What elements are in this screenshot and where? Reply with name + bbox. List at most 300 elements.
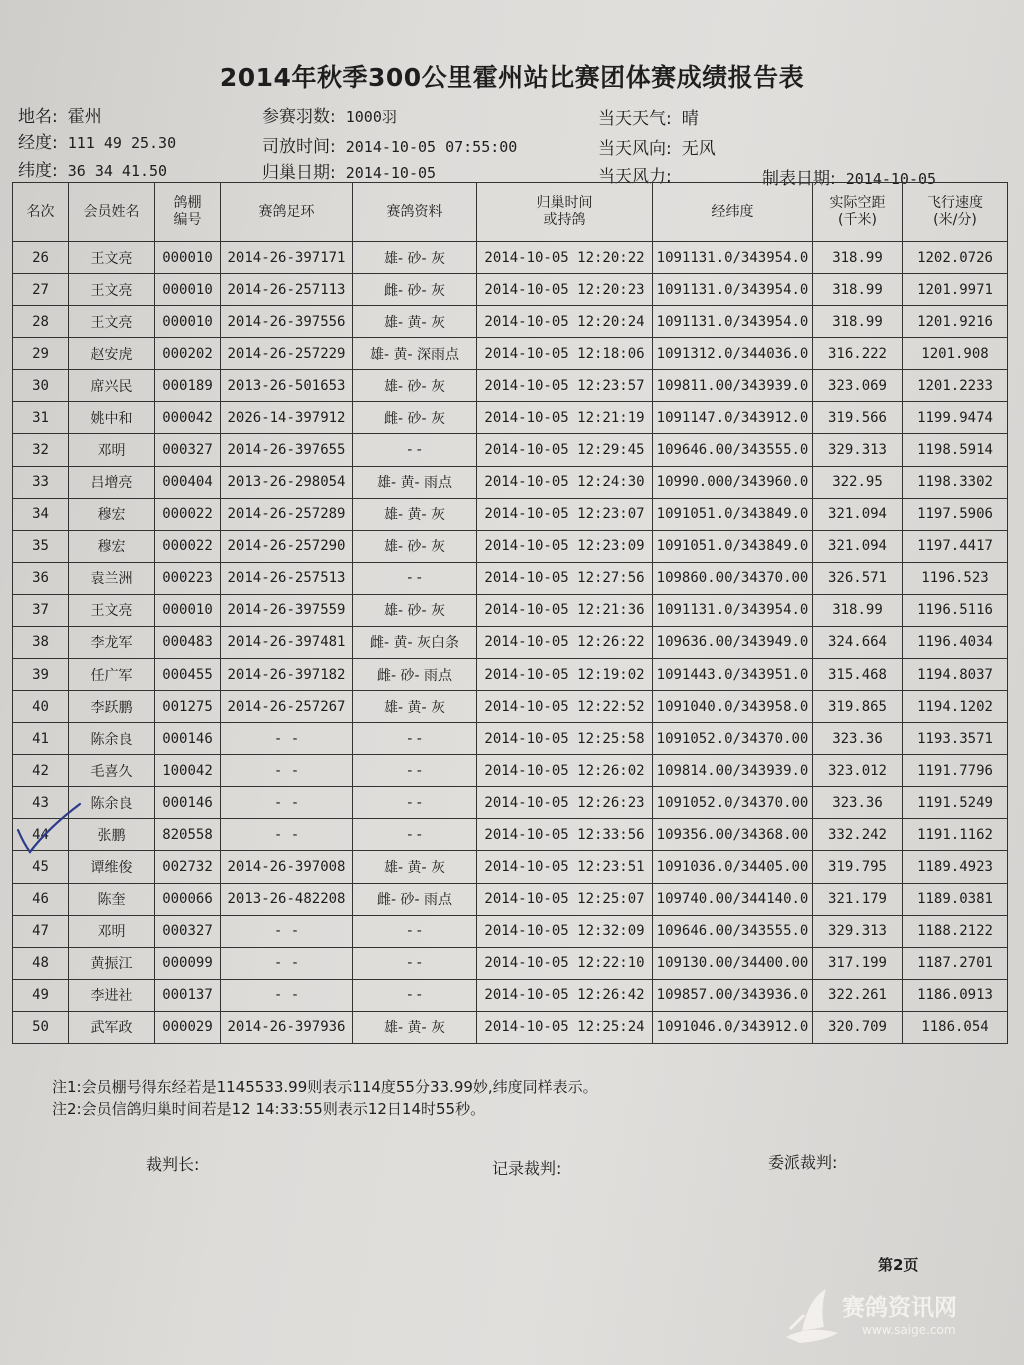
table-row [13,370,1008,402]
table-cell: 2014-10-05 12:25:58 [477,723,653,755]
table-cell: 1189.4923 [903,851,1008,883]
table-cell: 黄振江 [69,947,155,979]
table-cell: 41 [13,723,69,755]
table-cell: 雌- 砂- 雨点 [353,659,477,691]
meta-release-label: 司放时间: [262,137,336,157]
table-cell: 张鹏 [69,819,155,851]
table-cell: 2014-10-05 12:22:10 [477,947,653,979]
table-cell: 雄- 黄- 灰 [353,691,477,723]
table-cell: 323.36 [813,787,903,819]
table-cell: 27 [13,274,69,306]
table-cell: 2014-10-05 12:18:06 [477,338,653,370]
table-cell: 陈余良 [69,787,155,819]
column-header: 鸽棚 编号 [155,183,221,242]
table-cell: 席兴民 [69,370,155,402]
table-cell: 雄- 砂- 灰 [353,530,477,562]
table-cell: 王文亮 [69,242,155,274]
table-cell: 321.094 [813,498,903,530]
table-cell: - - [353,787,477,819]
table-cell: 40 [13,691,69,723]
table-cell: 2014-26-397559 [221,594,353,626]
table-cell: 1091443.0/343951.0 [653,659,813,691]
table-cell: 100042 [155,755,221,787]
table-cell: 319.865 [813,691,903,723]
document-title: 2014年秋季300公里霍州站比赛团体赛成绩报告表 [219,63,805,92]
meta-latitude-value: 36 34 41.50 [67,162,168,180]
meta-location-value: 霍州 [67,107,102,127]
table-cell: 1191.7796 [903,755,1008,787]
table-cell: 317.199 [813,947,903,979]
table-cell: 1201.9971 [903,274,1008,306]
table-row [13,915,1008,947]
table-cell: 000010 [155,242,221,274]
table-cell: 1091040.0/343958.0 [653,691,813,723]
table-cell: - - [221,915,353,947]
table-cell: - - [221,787,353,819]
table-cell: 1191.5249 [903,787,1008,819]
table-cell: 雌- 砂- 灰 [353,274,477,306]
table-cell: 1091131.0/343954.0 [653,594,813,626]
table-cell: 000146 [155,723,221,755]
table-cell: 毛喜久 [69,755,155,787]
table-cell: - - [353,434,477,466]
table-cell: 33 [13,466,69,498]
meta-return [262,158,436,183]
note-2: 注2:会员信鸽归巢时间若是12 14:33:55则表示12日14时55秒。 [52,1100,486,1118]
table-row [13,819,1008,851]
table-row [13,691,1008,723]
table-cell: 324.664 [813,626,903,658]
table-row [13,851,1008,883]
table-cell: 316.222 [813,338,903,370]
table-cell: 26 [13,242,69,274]
table-cell: 000189 [155,370,221,402]
table-cell: 47 [13,915,69,947]
table-cell: 332.242 [813,819,903,851]
table-cell: 2014-10-05 12:22:52 [477,691,653,723]
table-cell: 48 [13,947,69,979]
table-row [13,466,1008,498]
table-row [13,306,1008,338]
table-cell: - - [353,755,477,787]
table-cell: 109811.00/343939.0 [653,370,813,402]
results-table [12,182,1008,1044]
note-1: 注1:会员棚号得东经若是1145533.99则表示114度55分33.99妙,纬度同样表示。 [52,1078,598,1096]
meta-report-date-value: 2014-10-05 [845,170,937,188]
table-cell: 1194.1202 [903,691,1008,723]
table-cell: - - [353,915,477,947]
table-cell: 322.95 [813,466,903,498]
table-row [13,1011,1008,1043]
meta-latitude-label: 纬度: [18,161,58,181]
table-cell: 雄- 砂- 灰 [353,594,477,626]
table-cell: 38 [13,626,69,658]
table-cell: 1091147.0/343912.0 [653,402,813,434]
table-cell: 2014-26-257113 [221,274,353,306]
table-cell: 2014-10-05 12:21:36 [477,594,653,626]
table-cell: - - [353,562,477,594]
table-cell: 2014-26-257513 [221,562,353,594]
table-cell: 000455 [155,659,221,691]
table-cell: 2014-10-05 12:23:07 [477,498,653,530]
table-row [13,594,1008,626]
table-cell: 319.795 [813,851,903,883]
table-cell: 2014-26-397182 [221,659,353,691]
table-row [13,402,1008,434]
table-cell: 109130.00/34400.00 [653,947,813,979]
watermark-url: www.saige.com [862,1323,956,1337]
table-cell: 1198.5914 [903,434,1008,466]
meta-wind-direction-label: 当天风向: [598,139,672,159]
table-cell: 2014-26-397481 [221,626,353,658]
table-cell: 329.313 [813,434,903,466]
table-cell: 320.709 [813,1011,903,1043]
table-cell: 1191.1162 [903,819,1008,851]
table-cell: 32 [13,434,69,466]
meta-return-label: 归巢日期: [262,163,336,183]
table-row [13,626,1008,658]
column-header: 赛鸽资料 [353,183,477,242]
table-cell: 318.99 [813,594,903,626]
table-cell: 2014-26-397556 [221,306,353,338]
table-cell: 000022 [155,498,221,530]
table-row [13,338,1008,370]
table-cell: 109740.00/344140.0 [653,883,813,915]
column-header: 归巢时间 或持鸽 [477,183,653,242]
pigeon-logo-icon [780,1285,844,1355]
table-cell: 邓明 [69,915,155,947]
table-cell: 2014-26-397008 [221,851,353,883]
table-row [13,242,1008,274]
table-cell: 318.99 [813,306,903,338]
meta-birds [262,102,397,127]
table-cell: 323.069 [813,370,903,402]
meta-weather [598,104,699,129]
table-cell: 002732 [155,851,221,883]
table-cell: 109636.00/343949.0 [653,626,813,658]
page-number: 第2页 [878,1256,919,1274]
table-cell: 2013-26-298054 [221,466,353,498]
table-cell: 36 [13,562,69,594]
table-cell: 雄- 黄- 雨点 [353,466,477,498]
table-cell: 2014-10-05 12:32:09 [477,915,653,947]
table-cell: 2014-10-05 12:27:56 [477,562,653,594]
meta-release-value: 2014-10-05 07:55:00 [345,138,518,156]
table-cell: 323.36 [813,723,903,755]
table-cell: 2014-10-05 12:20:22 [477,242,653,274]
table-cell: 1198.3302 [903,466,1008,498]
table-cell: 2014-10-05 12:19:02 [477,659,653,691]
table-cell: 37 [13,594,69,626]
table-cell: 雌- 黄- 灰白条 [353,626,477,658]
table-cell: 326.571 [813,562,903,594]
meta-return-value: 2014-10-05 [345,164,437,182]
table-cell: 雄- 黄- 灰 [353,851,477,883]
table-row [13,274,1008,306]
meta-longitude-label: 经度: [18,133,58,153]
table-cell: 李进社 [69,979,155,1011]
table-cell: 1196.4034 [903,626,1008,658]
table-cell: 000137 [155,979,221,1011]
table-cell: 1186.054 [903,1011,1008,1043]
table-row [13,659,1008,691]
column-header: 会员姓名 [69,183,155,242]
table-cell: 29 [13,338,69,370]
table-cell: 2014-10-05 12:26:22 [477,626,653,658]
check-mark-icon [14,800,86,860]
table-cell: - - [221,979,353,1011]
meta-location-label: 地名: [18,107,58,127]
table-row [13,498,1008,530]
table-cell: 000202 [155,338,221,370]
table-cell: 1188.2122 [903,915,1008,947]
meta-birds-label: 参赛羽数: [262,107,336,127]
table-cell: 000010 [155,306,221,338]
table-cell: 1187.2701 [903,947,1008,979]
meta-birds-value: 1000羽 [345,108,397,126]
table-cell: 323.012 [813,755,903,787]
table-cell: 109857.00/343936.0 [653,979,813,1011]
table-cell: 1197.4417 [903,530,1008,562]
table-cell: 1201.908 [903,338,1008,370]
table-cell: 45 [13,851,69,883]
table-cell: 10990.000/343960.0 [653,466,813,498]
table-cell: 000099 [155,947,221,979]
table-cell: 39 [13,659,69,691]
table-cell: 1202.0726 [903,242,1008,274]
table-cell: 000327 [155,434,221,466]
table-cell: - - [221,819,353,851]
table-cell: 000022 [155,530,221,562]
table-cell: 赵安虎 [69,338,155,370]
table-cell: - - [353,819,477,851]
watermark-text: 赛鸽资讯网 [842,1295,957,1321]
table-cell: 2014-10-05 12:26:23 [477,787,653,819]
column-header: 赛鸽足环 [221,183,353,242]
table-cell: - - [353,723,477,755]
meta-latitude [18,156,167,181]
table-cell: 2014-10-05 12:26:42 [477,979,653,1011]
table-cell: 1201.9216 [903,306,1008,338]
table-cell: 2026-14-397912 [221,402,353,434]
table-cell: 1091051.0/343849.0 [653,498,813,530]
table-cell: 49 [13,979,69,1011]
table-cell: - - [353,979,477,1011]
table-cell: 1091051.0/343849.0 [653,530,813,562]
table-cell: 46 [13,883,69,915]
table-row [13,755,1008,787]
table-cell: 李跃鹏 [69,691,155,723]
table-row [13,530,1008,562]
table-cell: - - [221,947,353,979]
table-cell: 穆宏 [69,530,155,562]
table-cell: 王文亮 [69,594,155,626]
table-cell: 2014-10-05 12:25:24 [477,1011,653,1043]
meta-location [18,102,102,127]
table-row [13,787,1008,819]
table-cell: 2014-10-05 12:24:30 [477,466,653,498]
table-cell: 2014-10-05 12:33:56 [477,819,653,851]
table-cell: 318.99 [813,242,903,274]
table-cell: 2014-10-05 12:20:23 [477,274,653,306]
table-cell: 820558 [155,819,221,851]
table-cell: 43 [13,787,69,819]
table-cell: 陈奎 [69,883,155,915]
table-cell: 雄- 黄- 深雨点 [353,338,477,370]
table-cell: 1201.2233 [903,370,1008,402]
table-cell: 李龙军 [69,626,155,658]
table-cell: 000327 [155,915,221,947]
table-cell: 000010 [155,594,221,626]
table-cell: 吕增亮 [69,466,155,498]
table-cell: 2014-10-05 12:29:45 [477,434,653,466]
table-cell: 1193.3571 [903,723,1008,755]
table-row [13,434,1008,466]
table-cell: 109646.00/343555.0 [653,434,813,466]
table-cell: 雌- 砂- 雨点 [353,883,477,915]
column-header: 经纬度 [653,183,813,242]
table-cell: 2014-10-05 12:23:51 [477,851,653,883]
meta-longitude-value: 111 49 25.30 [67,134,177,152]
table-cell: 1189.0381 [903,883,1008,915]
table-cell: 2014-10-05 12:23:57 [477,370,653,402]
table-cell: 邓明 [69,434,155,466]
table-cell: 50 [13,1011,69,1043]
table-cell: 2014-26-257289 [221,498,353,530]
table-cell: 1091131.0/343954.0 [653,306,813,338]
table-cell: 1196.5116 [903,594,1008,626]
table-row [13,723,1008,755]
table-cell: 雄- 黄- 灰 [353,498,477,530]
record-judge-label: 记录裁判: [492,1159,562,1178]
table-cell: 陈余良 [69,723,155,755]
table-cell: 2014-10-05 12:21:19 [477,402,653,434]
table-header-row [13,183,1008,242]
table-cell: 2014-10-05 12:25:07 [477,883,653,915]
table-cell: 000146 [155,787,221,819]
table-cell: - - [221,723,353,755]
table-cell: 2013-26-501653 [221,370,353,402]
table-cell: 000404 [155,466,221,498]
table-cell: 2014-26-397936 [221,1011,353,1043]
table-body [13,242,1008,1044]
table-cell: 321.179 [813,883,903,915]
table-cell: 30 [13,370,69,402]
table-cell: 1091046.0/343912.0 [653,1011,813,1043]
table-cell: 1091052.0/34370.00 [653,787,813,819]
table-cell: 王文亮 [69,274,155,306]
table-cell: 322.261 [813,979,903,1011]
table-cell: 000029 [155,1011,221,1043]
table-cell: 武军政 [69,1011,155,1043]
table-cell: 谭维俊 [69,851,155,883]
table-cell: 321.094 [813,530,903,562]
table-cell: 任广军 [69,659,155,691]
column-header: 飞行速度 (米/分) [903,183,1008,242]
table-cell: 2014-10-05 12:26:02 [477,755,653,787]
table-cell: 2014-26-257229 [221,338,353,370]
table-cell: 1199.9474 [903,402,1008,434]
table-cell: 1196.523 [903,562,1008,594]
meta-longitude [18,128,176,153]
table-cell: 315.468 [813,659,903,691]
table-cell: 35 [13,530,69,562]
table-cell: 雌- 砂- 灰 [353,402,477,434]
table-row [13,562,1008,594]
chief-judge-label: 裁判长: [146,1155,200,1174]
column-header: 名次 [13,183,69,242]
table-cell: 袁兰洲 [69,562,155,594]
column-header: 实际空距 (千米) [813,183,903,242]
table-cell: 44 [13,819,69,851]
table-cell: 雄- 砂- 灰 [353,370,477,402]
table-cell: 雄- 黄- 灰 [353,306,477,338]
meta-wind-direction-value: 无风 [681,139,716,159]
table-cell: 雄- 砂- 灰 [353,242,477,274]
table-cell: 王文亮 [69,306,155,338]
table-cell: 109814.00/343939.0 [653,755,813,787]
table-cell: 109646.00/343555.0 [653,915,813,947]
table-cell: 109860.00/34370.00 [653,562,813,594]
table-cell: 姚中和 [69,402,155,434]
table-cell: 2014-26-257267 [221,691,353,723]
table-cell: 001275 [155,691,221,723]
table-cell: 000010 [155,274,221,306]
table-cell: 000042 [155,402,221,434]
meta-wind-force-label: 当天风力: [598,167,672,187]
table-cell: 1091131.0/343954.0 [653,274,813,306]
table-cell: - - [221,755,353,787]
meta-report-date-label: 制表日期: [762,169,836,189]
table-cell: - - [353,947,477,979]
table-cell: 2014-10-05 12:20:24 [477,306,653,338]
table-cell: 319.566 [813,402,903,434]
table-row [13,979,1008,1011]
appointed-judge-label: 委派裁判: [768,1153,838,1172]
table-cell: 2014-26-397171 [221,242,353,274]
table-cell: 1091131.0/343954.0 [653,242,813,274]
table-cell: 000223 [155,562,221,594]
table-cell: 2013-26-482208 [221,883,353,915]
table-cell: 1186.0913 [903,979,1008,1011]
table-cell: 28 [13,306,69,338]
watermark-logo [780,1285,980,1355]
table-cell: 42 [13,755,69,787]
table-cell: 1197.5906 [903,498,1008,530]
table-cell: 1194.8037 [903,659,1008,691]
table-cell: 1091312.0/344036.0 [653,338,813,370]
table-cell: 31 [13,402,69,434]
table-cell: 2014-10-05 12:23:09 [477,530,653,562]
table-cell: 34 [13,498,69,530]
table-cell: 穆宏 [69,498,155,530]
meta-release [262,132,517,157]
table-cell: 329.313 [813,915,903,947]
table-cell: 1091052.0/34370.00 [653,723,813,755]
table-cell: 109356.00/34368.00 [653,819,813,851]
table-cell: 1091036.0/34405.00 [653,851,813,883]
table-row [13,947,1008,979]
table-cell: 000483 [155,626,221,658]
table-cell: 2014-26-397655 [221,434,353,466]
meta-weather-label: 当天天气: [598,109,672,129]
table-cell: 2014-26-257290 [221,530,353,562]
table-cell: 318.99 [813,274,903,306]
table-cell: 000066 [155,883,221,915]
meta-weather-value: 晴 [681,109,699,129]
table-cell: 雄- 黄- 灰 [353,1011,477,1043]
table-row [13,883,1008,915]
